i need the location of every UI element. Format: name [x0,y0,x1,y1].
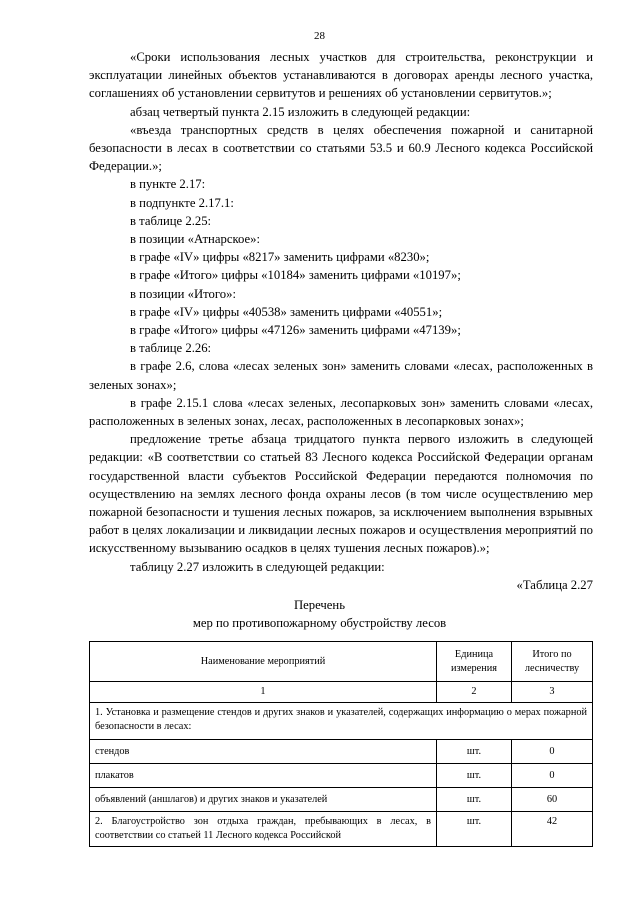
table-header-row [90,642,593,682]
item-name: объявлений (аншлагов) и других знаков и указателей [90,788,437,812]
column-number: 2 [437,682,512,703]
section-cell: 1. Установка и размещение стендов и других знаков и указателей, содержащих информацию о мерах пожарной безопасности в лесах: [90,703,593,740]
paragraph: в таблице 2.26: [130,341,212,356]
paragraph: в графе «IV» цифры «40538» заменить цифрами «40551»; [130,304,443,319]
paragraph: в графе 2.6, слова «лесах зеленых зон» заменить словами «лесах, расположенных в зеленых зонах»; [89,359,593,392]
item-name: плакатов [90,764,437,788]
paragraph: «въезда транспортных средств в целях обеспечения пожарной и санитарной безопасности в лесах в соответствии со статьями 53.5 и 60.9 Лесного кодекса Российской Федерации.»; [89,122,593,174]
paragraph: предложение третье абзаца тридцатого пункта первого изложить в следующей редакции: «В соответствии со статьей 83 Лесного кодекса Российской Федерации органам государственной власти субъектов Российской Федерации передаются полномочия по осуществлению на землях лесного фонда охраны лесов (в том числе осуществлению мер пожарной безопасности и тушения лесных пожаров, за исключением выполнения взрывных работ в целях локализации и ликвидации лесных пожаров и осуществления мероприятий по искусственному вызыванию осадков в целях тушения лесных пожаров).»; [89,432,593,556]
item-unit: шт. [437,788,512,812]
paragraph: в таблице 2.25: [130,213,212,228]
paragraph: в графе «IV» цифры «8217» заменить цифрами «8230»; [130,250,430,265]
paragraph: в графе «Итого» цифры «47126» заменить цифрами «47139»; [130,323,461,338]
header-cell: Единица измерения [437,642,512,682]
table-row [90,812,593,847]
table-title-line: Перечень [293,598,346,612]
paragraph: «Сроки использования лесных участков для строительства, реконструкции и эксплуатации линейных объектов устанавливаются в договорах аренды лесного участка, соглашениях об установлении сервитутов и решениях об установлении сервитутов.»; [89,50,593,101]
page-number: 28 [314,30,325,42]
column-number: 3 [512,682,593,703]
item-unit: шт. [437,740,512,764]
table-title-line: мер по противопожарному обустройству лесов [192,616,447,631]
item-total: 42 [512,812,593,847]
paragraph: в подпункте 2.17.1: [130,195,234,210]
table-row [90,740,593,764]
item-name: стендов [90,740,437,764]
header-cell: Наименование мероприятий [90,642,437,682]
column-number-row [90,682,593,703]
paragraph: таблицу 2.27 изложить в следующей редакции: [130,559,385,574]
header-cell: Итого по лесничеству [512,642,593,682]
item-total: 0 [512,764,593,788]
table-row [90,764,593,788]
paragraph: в позиции «Итого»: [130,286,236,301]
item-name: 2. Благоустройство зон отдыха граждан, пребывающих в лесах, в соответствии со статьей 11 Лесного кодекса Российской [90,812,437,847]
table-row [90,703,593,740]
column-number: 1 [90,682,437,703]
paragraph: в графе «Итого» цифры «10184» заменить цифрами «10197»; [130,268,461,283]
table-title [0,596,639,632]
paragraph: в графе 2.15.1 слова «лесах зеленых, лесопарковых зон» заменить словами «лесах, расположенных в зеленых зонах, лесах, расположенных в лесопарковых зонах»; [89,395,593,429]
table-row [90,788,593,812]
item-total: 60 [512,788,593,812]
table-reference: «Таблица 2.27 [516,577,593,592]
item-unit: шт. [437,764,512,788]
document-body [89,48,593,594]
paragraph: в позиции «Атнарское»: [130,232,260,247]
item-total: 0 [512,740,593,764]
paragraph: в пункте 2.17: [130,177,206,192]
item-unit: шт. [437,812,512,847]
fire-measures-table [89,641,593,847]
paragraph: абзац четвертый пункта 2.15 изложить в следующей редакции: [130,104,471,119]
